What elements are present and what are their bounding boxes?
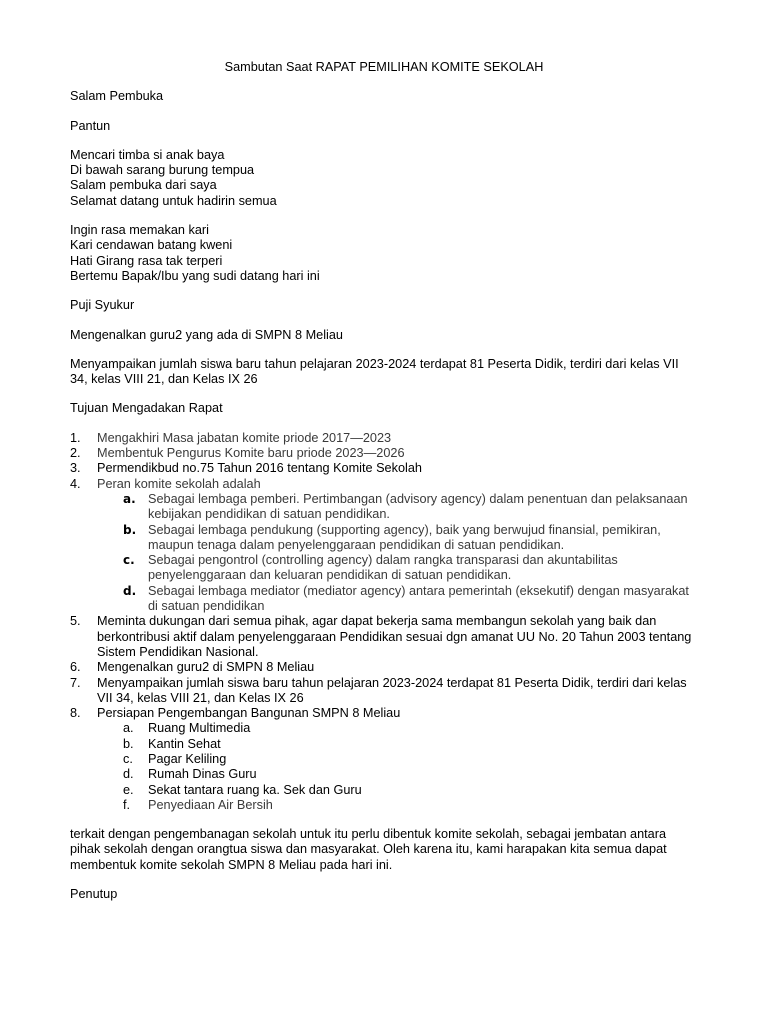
tujuan-heading: Tujuan Mengadakan Rapat [70, 401, 223, 416]
pantun-line: Ingin rasa memakan kari [70, 223, 209, 238]
sublist-item [97, 492, 698, 523]
list-item-text: Mengakhiri Masa jabatan komite priode 2017—2023 [97, 430, 392, 445]
sublist-item [97, 783, 698, 798]
guru-paragraph: Mengenalkan guru2 yang ada di SMPN 8 Meliau [70, 327, 343, 342]
sublist-item-text: Kantin Sehat [148, 736, 221, 751]
list-number: 8. [70, 706, 81, 721]
puji-syukur: Puji Syukur [70, 298, 135, 313]
sublist-letter: d. [123, 767, 134, 782]
pantun-line: Selamat datang untuk hadirin semua [70, 193, 277, 208]
pantun-label: Pantun [70, 118, 111, 133]
pantun-line: Salam pembuka dari saya [70, 178, 217, 193]
sublist-item [97, 523, 698, 554]
penutup-heading: Penutup [70, 887, 118, 902]
sublist-letter: b. [123, 522, 137, 537]
sublist-item [97, 798, 698, 813]
list-item-text: Menyampaikan jumlah siswa baru tahun pelajaran 2023-2024 terdapat 81 Peserta Didik, terdiri dari kelas VII 34, kelas VIII 21, dan Kelas IX 26 [97, 675, 687, 705]
siswa-paragraph: Menyampaikan jumlah siswa baru tahun pelajaran 2023-2024 terdapat 81 Peserta Didik, terdiri dari kelas VII 34, kelas VIII 21, dan Kelas IX 26 [70, 356, 679, 387]
list-number: 7. [70, 675, 81, 690]
sublist-item-text: Rumah Dinas Guru [148, 767, 257, 782]
list-item-text: Permendikbud no.75 Tahun 2016 tentang Komite Sekolah [97, 461, 422, 476]
list-number: 3. [70, 461, 81, 476]
pantun-line: Mencari timba si anak baya [70, 147, 225, 162]
document-title: Sambutan Saat RAPAT PEMILIHAN KOMITE SEKOLAH [224, 60, 544, 74]
list-item-text: Peran komite sekolah adalah [97, 476, 261, 491]
closing-paragraph: terkait dengan pengembanagan sekolah untuk itu perlu dibentuk komite sekolah, sebagai jembatan antara pihak sekolah dengan orangtua siswa dan masyarakat. Oleh karena itu, kami harapakan kita semua dapat membentuk komite sekolah SMPN 8 Meliau pada hari ini. [70, 827, 667, 872]
list-item [70, 477, 698, 615]
sublist-item-text: Penyediaan Air Bersih [148, 797, 273, 812]
list-number: 2. [70, 446, 81, 461]
sublist-item [97, 553, 698, 584]
tujuan-list [70, 431, 698, 813]
sublist-letter: b. [123, 736, 134, 751]
sublist-item [97, 737, 698, 752]
list-item [70, 461, 698, 476]
sublist-item-text: Sebagai pengontrol (controlling agency) dalam rangka transparasi dan akuntabilitas penyelenggaraan dan keluaran pendidikan di satuan pendidikan. [148, 553, 618, 583]
sublist-item-text: Sebagai lembaga pendukung (supporting agency), baik yang berwujud finansial, pemikiran, maupun tenaga dalam penyelenggaraan pendidikan di satuan pendidikan. [148, 522, 661, 552]
sublist-letter: e. [123, 782, 134, 797]
sublist-letter: c. [123, 553, 135, 568]
list-number: 5. [70, 614, 81, 629]
sublist-item [97, 584, 698, 615]
list-item-text: Membentuk Pengurus Komite baru priode 2023—2026 [97, 446, 405, 461]
sublist-item [97, 752, 698, 767]
list-item [70, 446, 698, 461]
list-number: 1. [70, 430, 81, 445]
list-number: 4. [70, 476, 81, 491]
sublist-letter: a. [123, 721, 134, 736]
sublist-letter: a. [123, 491, 136, 506]
sublist-item-text: Ruang Multimedia [148, 721, 251, 736]
list-item [70, 676, 698, 707]
list-item [70, 706, 698, 813]
list-item-text: Meminta dukungan dari semua pihak, agar dapat bekerja sama membangun sekolah yang baik dan berkontribusi aktif dalam penyelenggaraan Pendidikan sesuai dgn amanat UU No. 20 Tahun 2003 tentang Sistem Pendidikan Nasional. [97, 614, 692, 659]
sublist-item [97, 767, 698, 782]
sublist-item [97, 721, 698, 736]
sublist-item-text: Sekat tantara ruang ka. Sek dan Guru [148, 782, 362, 797]
list-item [70, 431, 698, 446]
sublist-item-text: Pagar Keliling [148, 751, 227, 766]
pantun-line: Hati Girang rasa tak terperi [70, 253, 223, 268]
pantun-stanza-1 [70, 148, 698, 209]
pantun-line: Di bawah sarang burung tempua [70, 163, 255, 178]
list-item-text: Persiapan Pengembangan Bangunan SMPN 8 Meliau [97, 706, 401, 721]
pantun-line: Bertemu Bapak/Ibu yang sudi datang hari ini [70, 268, 320, 283]
sublist-letter: f. [123, 797, 131, 812]
bangunan-sublist [97, 721, 698, 813]
list-item [70, 660, 698, 675]
list-item-text: Mengenalkan guru2 di SMPN 8 Meliau [97, 660, 315, 675]
peran-sublist [97, 492, 698, 614]
sublist-item-text: Sebagai lembaga mediator (mediator agency) antara pemerintah (eksekutif) dengan masyarakat di satuan pendidikan [148, 583, 689, 614]
salam-pembuka: Salam Pembuka [70, 89, 164, 104]
sublist-letter: c. [123, 751, 133, 766]
sublist-letter: d. [123, 583, 137, 598]
pantun-stanza-2 [70, 223, 698, 284]
sublist-item-text: Sebagai lembaga pemberi. Pertimbangan (advisory agency) dalam penentuan dan pelaksanaan kebijakan pendidikan di satuan pendidikan. [148, 491, 688, 522]
list-item [70, 614, 698, 660]
pantun-line: Kari cendawan batang kweni [70, 238, 233, 253]
list-number: 6. [70, 660, 81, 675]
